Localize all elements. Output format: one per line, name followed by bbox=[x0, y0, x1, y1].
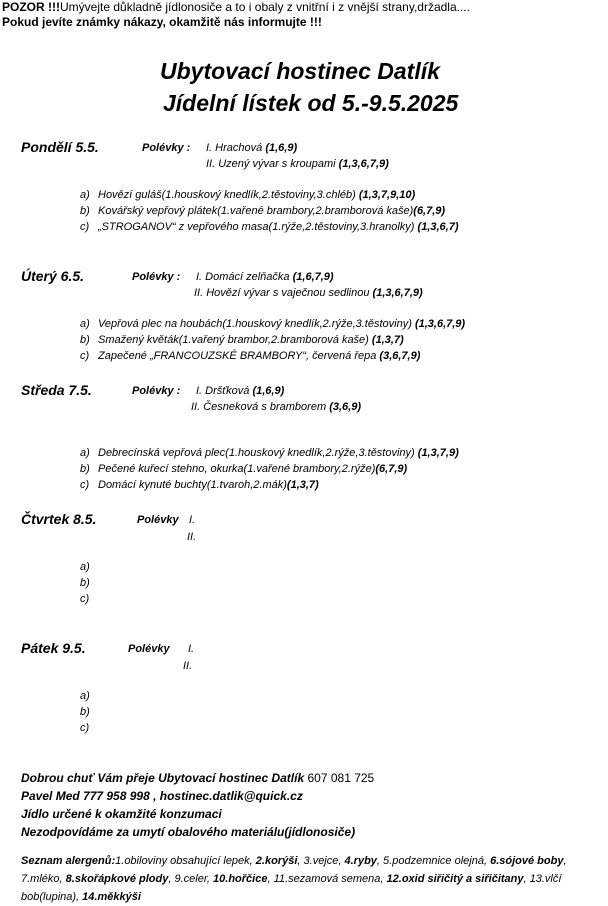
allergen-item: 2.korýši bbox=[255, 855, 298, 867]
allergen-item: 3.vejce bbox=[303, 855, 339, 867]
meal-allergens: (6,7,9) bbox=[375, 463, 408, 475]
soup-allergens: (1,6,7,9) bbox=[292, 271, 334, 283]
soup-label-wednesday: Polévky : bbox=[132, 385, 181, 397]
meal-allergens: (1,3,7,9,10) bbox=[358, 189, 416, 201]
footer-line-3: Jídlo určené k okamžité konzumaci bbox=[21, 807, 222, 821]
footer-line-1 bbox=[21, 769, 374, 787]
soup-label-tuesday: Polévky : bbox=[132, 271, 181, 283]
soup-thursday-1: I. bbox=[189, 514, 196, 526]
allergen-item: 11.sezamová semena bbox=[273, 873, 381, 885]
allergen-item: 6.sójové boby bbox=[490, 855, 564, 867]
meal-text: Domácí kynuté buchty(1.tvaroh,2.mák) bbox=[98, 479, 287, 491]
footer-line-2: Pavel Med 777 958 998 , hostinec.datlik@quick.cz bbox=[21, 789, 303, 803]
meal-friday-a: a) bbox=[80, 690, 90, 702]
meal-letter: b) bbox=[80, 334, 90, 346]
soup-label-thursday: Polévky bbox=[137, 514, 179, 526]
soup-monday-2 bbox=[206, 158, 389, 170]
meal-wednesday-a bbox=[80, 447, 459, 459]
soup-name: I. Hrachová bbox=[206, 142, 263, 154]
meal-allergens: (1,3,7) bbox=[286, 479, 319, 491]
allergen-item: 8.skořápkové plody bbox=[65, 873, 169, 885]
allergen-item: 14.měkkýši bbox=[82, 891, 141, 903]
meal-allergens: (3,6,7,9) bbox=[379, 350, 421, 362]
meal-monday-b bbox=[80, 205, 445, 217]
meal-letter: b) bbox=[80, 463, 90, 475]
allergen-item: 10.hořčice bbox=[213, 873, 268, 885]
allergen-item: 1.obiloviny obsahující lepek bbox=[115, 855, 250, 867]
soup-friday-1: I. bbox=[188, 643, 195, 655]
meal-letter: a) bbox=[80, 189, 90, 201]
meal-allergens: (1,3,6,7) bbox=[417, 221, 459, 233]
soup-label-monday: Polévky : bbox=[142, 142, 191, 154]
meal-tuesday-b bbox=[80, 334, 404, 346]
soup-name: I. Dršťková bbox=[196, 385, 250, 397]
meal-letter: b) bbox=[80, 205, 90, 217]
meal-friday-b: b) bbox=[80, 706, 90, 718]
day-thursday: Čtvrtek 8.5. bbox=[21, 511, 97, 527]
meal-text: Pečené kuřecí stehno, okurka(1.vařené brambory,2.rýže) bbox=[98, 463, 376, 475]
meal-letter: c) bbox=[80, 350, 90, 362]
soup-monday-1 bbox=[206, 142, 297, 154]
notice-text: Umývejte důkladně jídlonosiče a to i obaly z vnitřní i z vnější strany,držadla.... bbox=[60, 0, 470, 14]
allergen-item: 5.podzemnice olejná bbox=[383, 855, 484, 867]
notice-line-1 bbox=[2, 0, 470, 15]
soup-allergens: (1,3,6,7,9) bbox=[372, 287, 423, 299]
allergen-item: 7.mléko bbox=[21, 873, 60, 885]
meal-letter: c) bbox=[80, 221, 90, 233]
soup-label-friday: Polévky bbox=[128, 643, 170, 655]
soup-allergens: (1,6,9) bbox=[265, 142, 298, 154]
day-monday: Pondělí 5.5. bbox=[21, 139, 99, 155]
meal-monday-a bbox=[80, 189, 415, 201]
soup-friday-2: II. bbox=[183, 660, 193, 672]
page-subtitle: Jídelní lístek od 5.-9.5.2025 bbox=[163, 90, 459, 116]
day-friday: Pátek 9.5. bbox=[21, 640, 86, 656]
meal-text: Smažený květák(1.vařený brambor,2.bramborová kaše) bbox=[98, 334, 369, 346]
soup-thursday-2: II. bbox=[187, 531, 197, 543]
soup-wednesday-1 bbox=[196, 385, 284, 397]
day-tuesday: Úterý 6.5. bbox=[21, 268, 85, 284]
allergen-label: Seznam alergenů: bbox=[21, 855, 116, 867]
footer-phone: 607 081 725 bbox=[307, 771, 375, 785]
meal-allergens: (6,7,9) bbox=[413, 205, 446, 217]
day-wednesday: Středa 7.5. bbox=[21, 382, 92, 398]
allergen-item: 13.vlčí bob(lupina) bbox=[21, 873, 562, 903]
meal-friday-c: c) bbox=[80, 722, 90, 734]
meal-letter: a) bbox=[80, 447, 90, 459]
soup-wednesday-2 bbox=[191, 401, 361, 413]
meal-wednesday-c bbox=[80, 479, 319, 491]
meal-text: Debrecínská vepřová plec(1.houskový knedlík,2.rýže,3.těstoviny) bbox=[98, 447, 415, 459]
meal-text: Zapečené „FRANCOUZSKÉ BRAMBORY“, červená řepa bbox=[98, 350, 377, 362]
footer-line-4: Nezodpovídáme za umytí obalového materiálu(jídlonosiče) bbox=[21, 825, 356, 839]
soup-name: II. Hovězí vývar s vaječnou sedlinou bbox=[194, 287, 370, 299]
soup-name: II. Česneková s bramborem bbox=[191, 401, 327, 413]
soup-name: I. Domácí zelňačka bbox=[196, 271, 290, 283]
notice-line-2: Pokud jevíte známky nákazy, okamžitě nás informujte !!! bbox=[2, 15, 322, 29]
soup-allergens: (1,6,9) bbox=[252, 385, 285, 397]
page-title: Ubytovací hostinec Datlík bbox=[160, 58, 440, 84]
meal-letter: c) bbox=[80, 479, 90, 491]
soup-allergens: (1,3,6,7,9) bbox=[338, 158, 389, 170]
meal-letter: a) bbox=[80, 318, 90, 330]
meal-tuesday-c bbox=[80, 350, 420, 362]
meal-thursday-a: a) bbox=[80, 561, 90, 573]
allergen-item: 9.celer bbox=[174, 873, 207, 885]
footer-greeting: Dobrou chuť Vám přeje Ubytovací hostinec Datlík bbox=[21, 771, 305, 785]
allergen-item: 4.ryby bbox=[344, 855, 377, 867]
meal-text: „STROGANOV“ z vepřového masa(1.rýže,2.těstoviny,3.hranolky) bbox=[98, 221, 415, 233]
meal-monday-c bbox=[80, 221, 459, 233]
meal-wednesday-b bbox=[80, 463, 407, 475]
meal-text: Vepřová plec na houbách(1.houskový knedlík,2.rýže,3.těstoviny) bbox=[98, 318, 412, 330]
soup-tuesday-2 bbox=[194, 287, 423, 299]
meal-thursday-b: b) bbox=[80, 577, 90, 589]
soup-tuesday-1 bbox=[196, 271, 334, 283]
soup-allergens: (3,6,9) bbox=[329, 401, 361, 413]
meal-allergens: (1,3,6,7,9) bbox=[414, 318, 466, 330]
meal-thursday-c: c) bbox=[80, 593, 90, 605]
meal-text: Hovězí guláš(1.houskový knedlík,2.těstoviny,3.chléb) bbox=[98, 189, 356, 201]
soup-name: II. Uzený vývar s kroupami bbox=[206, 158, 336, 170]
meal-allergens: (1,3,7) bbox=[371, 334, 404, 346]
notice-warning: POZOR !!! bbox=[2, 0, 60, 14]
meal-text: Kovářský vepřový plátek(1.vařené brambory,2.bramborová kaše) bbox=[98, 205, 414, 217]
meal-tuesday-a bbox=[80, 318, 465, 330]
meal-allergens: (1,3,7,9) bbox=[417, 447, 459, 459]
allergen-list: Seznam alergenů:1.obiloviny obsahující lepek, 2.korýši, 3.vejce, 4.ryby, 5.podzemnice olejná, 6.sójové boby, 7.mléko, 8.skořápkové plody, 9.celer, 10.hořčice, 11.sezamová semena, 12.oxid siřičitý a siřičitany, 13.vlčí bob(lupina), 14.měkkýši bbox=[21, 855, 567, 903]
allergen-item: 12.oxid siřičitý a siřičitany bbox=[386, 873, 524, 885]
